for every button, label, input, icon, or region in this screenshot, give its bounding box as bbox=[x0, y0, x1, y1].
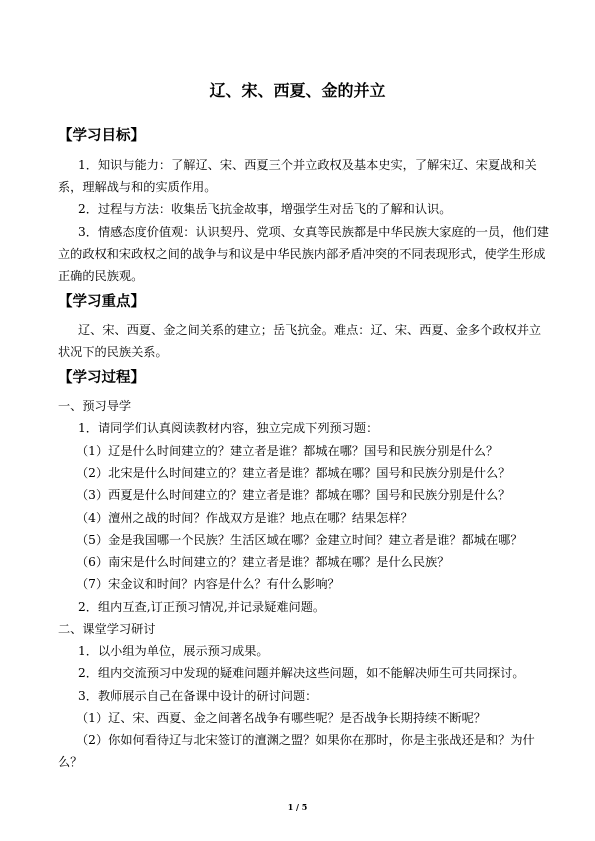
discussion-question-2-line-2: 么？ bbox=[58, 755, 83, 769]
key-line-2: 状况下的民族关系。 bbox=[58, 345, 168, 359]
preview-question-7: （7）宋金议和时间？内容是什么？有什么影响？ bbox=[76, 577, 340, 591]
page-title: 辽、宋、西夏、金的并立 bbox=[209, 81, 386, 100]
goal-3-line-2: 立的政权和宋政权之间的战争与和议是中华民族内部矛盾冲突的不同表现形式，使学生形成 bbox=[58, 247, 546, 261]
preview-step-1: 1．请同学们认真阅读教材内容，独立完成下列预习题： bbox=[78, 421, 379, 435]
goal-1-line-1: 1．知识与能力：了解辽、宋、西夏三个并立政权及基本史实，了解宋辽、宋夏战和关 bbox=[78, 158, 537, 172]
discussion-question-1: （1）辽、宋、西夏、金之间著名战争有哪些呢？是否战争长期持续不断呢？ bbox=[76, 711, 486, 725]
discussion-step-2: 2．组内交流预习中发现的疑难问题并解决这些问题，如不能解决师生可共同探讨。 bbox=[78, 666, 525, 680]
discussion-question-2-line-1: （2）你如何看待辽与北宋签订的澶渊之盟？如果你在那时，你是主张战还是和？为什 bbox=[76, 733, 535, 747]
section-heading-process: 【学习过程】 bbox=[58, 370, 145, 386]
discussion-step-1: 1．以小组为单位，展示预习成果。 bbox=[78, 644, 269, 658]
preview-question-4: （4）澶州之战的时间？作战双方是谁？地点在哪？结果怎样？ bbox=[76, 511, 413, 525]
preview-question-3: （3）西夏是什么时间建立的？建立者是谁？都城在哪？国号和民族分别是什么？ bbox=[76, 488, 511, 502]
preview-question-1: （1）辽是什么时间建立的？建立者是谁？都城在哪？国号和民族分别是什么？ bbox=[76, 444, 499, 458]
subheading-discussion: 二、课堂学习研讨 bbox=[58, 622, 156, 636]
page-number: 1 / 5 bbox=[287, 802, 308, 812]
preview-question-5: （5）金是我国哪一个民族？生活区域在哪？金建立时间？建立者是谁？都城在哪？ bbox=[76, 533, 523, 547]
discussion-step-3: 3．教师展示自己在备课中设计的研讨问题： bbox=[78, 689, 318, 703]
goal-3-line-3: 正确的民族观。 bbox=[58, 269, 144, 283]
preview-question-2: （2）北宋是什么时间建立的？建立者是谁？都城在哪？国号和民族分别是什么？ bbox=[76, 466, 511, 480]
goal-3-line-1: 3．情感态度价值观：认识契丹、党项、女真等民族都是中华民族大家庭的一员，他们建 bbox=[78, 225, 549, 239]
goal-1-line-2: 系，理解战与和的实质作用。 bbox=[58, 180, 217, 194]
section-heading-goals: 【学习目标】 bbox=[58, 128, 145, 144]
section-heading-key: 【学习重点】 bbox=[58, 294, 145, 310]
preview-question-6: （6）南宋是什么时间建立的？建立者是谁？都城在哪？是什么民族？ bbox=[76, 555, 450, 569]
key-line-1: 辽、宋、西夏、金之间关系的建立；岳飞抗金。难点：辽、宋、西夏、金多个政权并立 bbox=[78, 323, 542, 337]
preview-step-2: 2．组内互查,订正预习情况,并记录疑难问题。 bbox=[78, 600, 326, 614]
goal-2: 2．过程与方法：收集岳飞抗金故事，增强学生对岳飞的了解和认识。 bbox=[78, 202, 452, 216]
subheading-preview: 一、预习导学 bbox=[58, 399, 132, 413]
